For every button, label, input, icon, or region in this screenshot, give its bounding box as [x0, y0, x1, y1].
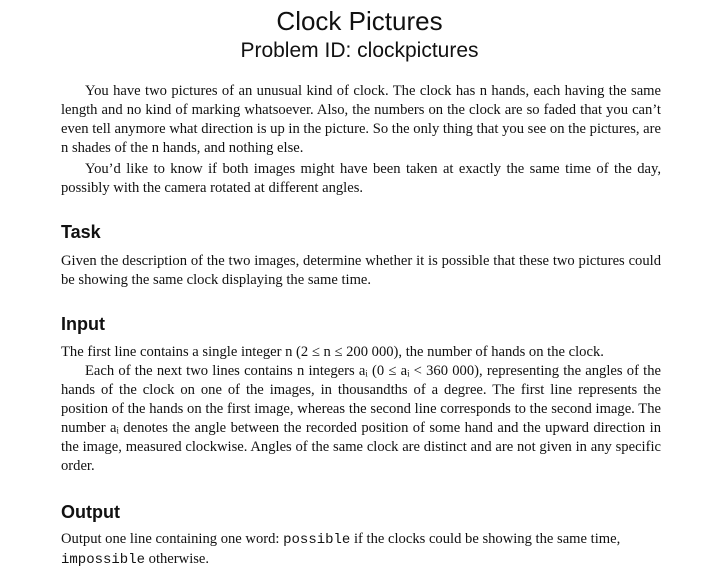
- input-paragraph-1: The first line contains a single integer n (2 ≤ n ≤ 200 000), the number of hands on the clock.: [61, 344, 604, 360]
- task-paragraph: Given the description of the two images, determine whether it is possible that these two pictures could be showing the same clock displaying the same time.: [61, 253, 661, 288]
- output-heading: Output: [61, 502, 120, 522]
- intro-paragraph-2: You’d like to know if both images might have been taken at exactly the same time of the day, possibly with the camera rotated at different angles.: [61, 161, 661, 196]
- output-paragraph: [61, 530, 661, 570]
- input-heading: Input: [61, 314, 105, 334]
- problem-id: Problem ID: clockpictures: [240, 39, 479, 62]
- intro-paragraph-1: You have two pictures of an unusual kind of clock. The clock has n hands, each having the same length and no kind of marking whatsoever. Also, the numbers on the clock are so faded that you can’t even tell anymore what direction is up in the picture. So the only thing that you see on the pictures, are n shades of the n hands, and nothing else.: [61, 83, 661, 156]
- problem-title: Clock Pictures: [276, 6, 443, 36]
- output-text-after: otherwise.: [145, 551, 210, 567]
- input-paragraph-2: Each of the next two lines contains n integers aᵢ (0 ≤ aᵢ < 360 000), representing the angles of the hands of the clock on one of the images, in thousandths of a degree. The first line represents the position of the hands on the first image, whereas the second line corresponds to the second image. The number aᵢ denotes the angle between the recorded position of some hand and the upward direction in the image, measured clockwise. Angles of the same clock are distinct and are not given in any specific order.: [61, 363, 661, 474]
- task-heading: Task: [61, 222, 101, 242]
- output-word-impossible: impossible: [61, 552, 146, 568]
- output-text-before: Output one line containing one word:: [61, 531, 284, 547]
- output-text-middle: if the clocks could be showing the same time,: [350, 531, 621, 547]
- output-word-possible: possible: [283, 532, 351, 548]
